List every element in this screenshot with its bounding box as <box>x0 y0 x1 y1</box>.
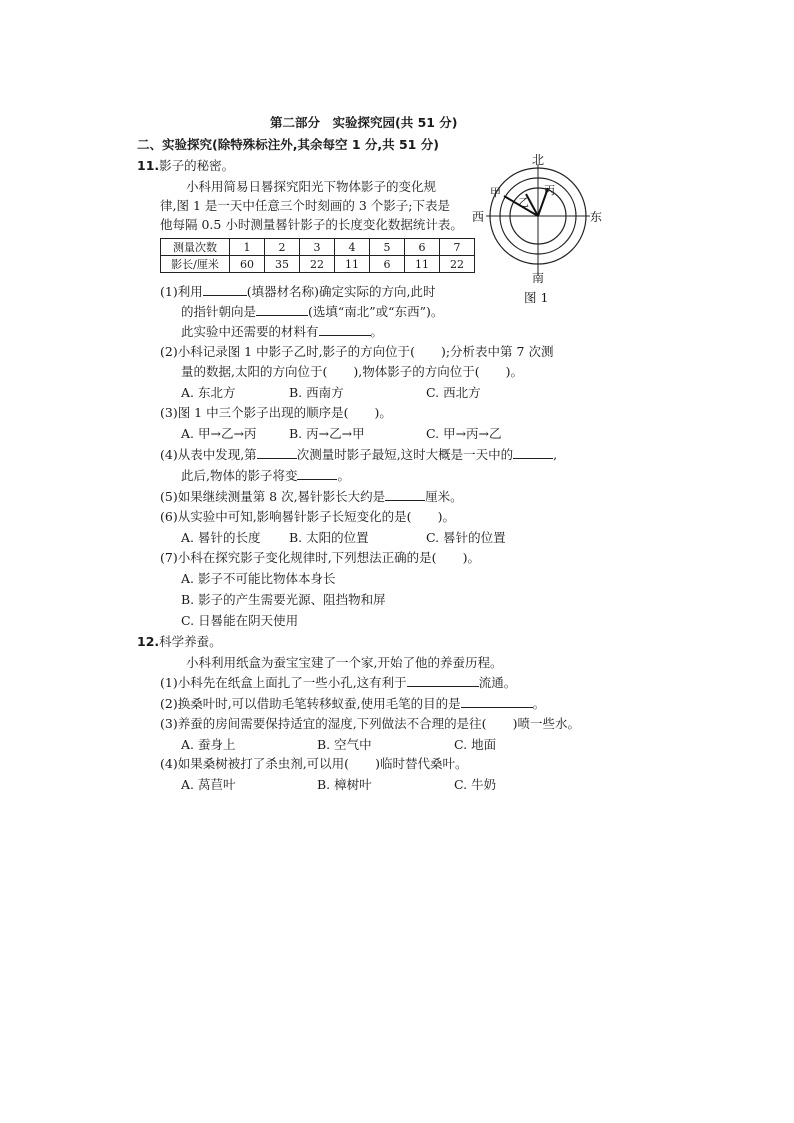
answer-blank[interactable] <box>203 283 247 296</box>
q12-p1-text: 流通。 <box>478 675 517 690</box>
q11-p6-text: (6)从实验中可知,影响晷针影子长短变化的是( <box>160 509 412 524</box>
answer-blank[interactable] <box>319 323 371 336</box>
q11-p3-option-c: C. 甲→丙→乙 <box>426 426 502 441</box>
label-east: 东 <box>590 210 603 224</box>
q11-title: 影子的秘密。 <box>159 158 235 173</box>
q12-number: 12. <box>137 634 160 649</box>
table-cell: 11 <box>335 256 370 273</box>
label-yi: 乙 <box>518 196 529 209</box>
table-cell: 22 <box>300 256 335 273</box>
shadow-length-table <box>160 238 475 273</box>
figure-caption: 图 1 <box>524 290 549 305</box>
answer-blank[interactable] <box>461 695 533 708</box>
q11-p1-text: 此实验中还需要的材料有 <box>181 324 319 339</box>
label-west: 西 <box>472 210 485 224</box>
q12-part2 <box>160 694 545 712</box>
table-header-cell: 影长/厘米 <box>161 256 230 273</box>
q11-p7-text: (7)小科在探究影子变化规律时,下列想法正确的是( <box>160 550 437 565</box>
table-cell: 2 <box>265 239 300 256</box>
q12-intro: 小科利用纸盒为蚕宝宝建了一个家,开始了他的养蚕历程。 <box>186 655 503 670</box>
q12-part1 <box>160 673 516 691</box>
q11-p2-option-c: C. 西北方 <box>426 385 481 400</box>
q12-p3-option-b: B. 空气中 <box>317 737 372 752</box>
q11-p2-text: ),物体影子的方向位于( <box>353 364 480 379</box>
table-cell: 22 <box>440 256 475 273</box>
q11-p1-text: (填器材名称)确定实际的方向,此时 <box>246 284 436 299</box>
q11-part3 <box>160 403 392 421</box>
q12-part4 <box>160 754 467 772</box>
answer-blank[interactable] <box>257 446 297 459</box>
q11-part4-line1 <box>160 445 557 463</box>
q12-p4-text: (4)如果桑树被打了杀虫剂,可以用( <box>160 756 350 771</box>
q11-p2-text: (2)小科记录图 1 中影子乙时,影子的方向位于( <box>160 344 415 359</box>
q12-part3 <box>160 714 580 732</box>
q11-part1-line1 <box>160 282 435 300</box>
table-cell: 4 <box>335 239 370 256</box>
label-north: 北 <box>532 153 545 167</box>
q11-intro-line1: 小科用简易日晷探究阳光下物体影子的变化规 <box>186 179 437 194</box>
q11-p1-text: 。 <box>370 324 384 339</box>
q11-p3-text: )。 <box>374 405 392 420</box>
table-cell: 6 <box>370 256 405 273</box>
q12-p3-option-a: A. 蚕身上 <box>181 737 236 752</box>
answer-blank[interactable] <box>513 446 553 459</box>
table-cell: 6 <box>405 239 440 256</box>
answer-blank[interactable] <box>297 467 337 480</box>
q11-p2-text: 量的数据,太阳的方向位于( <box>181 364 328 379</box>
table-row <box>161 239 475 256</box>
q11-p5-text: 厘米。 <box>425 489 463 504</box>
q11-p7-option-c: C. 日晷能在阴天使用 <box>181 613 299 628</box>
table-cell: 11 <box>405 256 440 273</box>
q12-heading <box>137 632 222 650</box>
q11-heading <box>137 156 234 174</box>
q11-p7-text: )。 <box>462 550 480 565</box>
table-cell: 5 <box>370 239 405 256</box>
q11-intro-line2: 律,图 1 是一天中任意三个时刻画的 3 个影子;下表是 <box>160 198 450 213</box>
q12-p2-text: 。 <box>532 696 546 711</box>
answer-blank[interactable] <box>256 303 308 316</box>
q11-p7-option-a: A. 影子不可能比物体本身长 <box>181 571 336 586</box>
q11-p6-option-b: B. 太阳的位置 <box>289 530 369 545</box>
label-south: 南 <box>532 271 545 285</box>
q12-p4-option-b: B. 樟树叶 <box>317 777 372 792</box>
q11-part4-line2 <box>181 466 350 484</box>
q11-p3-text: (3)图 1 中三个影子出现的顺序是( <box>160 405 349 420</box>
part-title: 第二部分 实验探究园(共 51 分) <box>270 115 458 130</box>
label-jia: 甲 <box>490 186 501 199</box>
q11-part6 <box>160 507 455 525</box>
q12-p1-text: (1)小科先在纸盒上面扎了一些小孔,这有利于 <box>160 675 407 690</box>
q11-part7 <box>160 548 480 566</box>
q11-p3-option-b: B. 丙→乙→甲 <box>289 426 365 441</box>
q11-p4-text: (4)从表中发现,第 <box>160 447 257 462</box>
q11-p4-text: 。 <box>337 468 350 483</box>
q12-p4-option-c: C. 牛奶 <box>454 777 497 792</box>
q11-p2-text: );分析表中第 7 次测 <box>440 344 554 359</box>
q11-p2-option-a: A. 东北方 <box>181 385 236 400</box>
q12-title: 科学养蚕。 <box>159 634 222 649</box>
q12-p4-text: )临时替代桑叶。 <box>375 756 468 771</box>
q11-p5-text: (5)如果继续测量第 8 次,晷针影长大约是 <box>160 489 386 504</box>
q12-p3-text: )喷一些水。 <box>512 716 580 731</box>
table-header-cell: 测量次数 <box>161 239 230 256</box>
q11-p7-option-b: B. 影子的产生需要光源、阻挡物和屏 <box>181 592 386 607</box>
table-cell: 60 <box>230 256 265 273</box>
section-heading: 二、实验探究(除特殊标注外,其余每空 1 分,共 51 分) <box>137 137 439 152</box>
q11-p6-text: )。 <box>437 509 455 524</box>
table-cell: 7 <box>440 239 475 256</box>
q11-p6-option-c: C. 晷针的位置 <box>426 530 506 545</box>
q11-part1-line2 <box>181 302 443 320</box>
q11-part5 <box>160 487 463 505</box>
q12-p2-text: (2)换桑叶时,可以借助毛笔转移蚁蚕,使用毛笔的目的是 <box>160 696 461 711</box>
q11-p1-text: 的指针朝向是 <box>181 304 257 319</box>
q11-p4-text: , <box>553 447 558 462</box>
q11-p2-option-b: B. 西南方 <box>289 385 344 400</box>
q11-p1-text: (选填“南北”或“东西”)。 <box>308 304 444 319</box>
q12-p3-option-c: C. 地面 <box>454 737 497 752</box>
table-cell: 35 <box>265 256 300 273</box>
q12-p3-text: (3)养蚕的房间需要保持适宜的湿度,下列做法不合理的是往( <box>160 716 487 731</box>
q11-p6-option-a: A. 晷针的长度 <box>181 530 261 545</box>
answer-blank[interactable] <box>407 674 479 687</box>
q11-p3-option-a: A. 甲→乙→丙 <box>181 426 257 441</box>
answer-blank[interactable] <box>385 488 425 501</box>
sundial-figure <box>468 150 608 285</box>
table-cell: 1 <box>230 239 265 256</box>
q11-intro-line3: 他每隔 0.5 小时测量晷针影子的长度变化数据统计表。 <box>160 217 463 232</box>
q11-p1-text: (1)利用 <box>160 284 203 299</box>
q11-number: 11. <box>137 158 160 173</box>
q11-p2-text: )。 <box>505 364 523 379</box>
q11-p4-text: 此后,物体的影子将变 <box>181 468 298 483</box>
q11-p4-text: 次测量时影子最短,这时大概是一天中的 <box>296 447 514 462</box>
q11-part1-line3 <box>181 322 383 340</box>
label-bing: 丙 <box>544 184 555 197</box>
table-row <box>161 256 475 273</box>
q12-p4-option-a: A. 莴苣叶 <box>181 777 236 792</box>
q11-part2-line2 <box>181 362 523 380</box>
table-cell: 3 <box>300 239 335 256</box>
q11-part2-line1 <box>160 342 553 360</box>
